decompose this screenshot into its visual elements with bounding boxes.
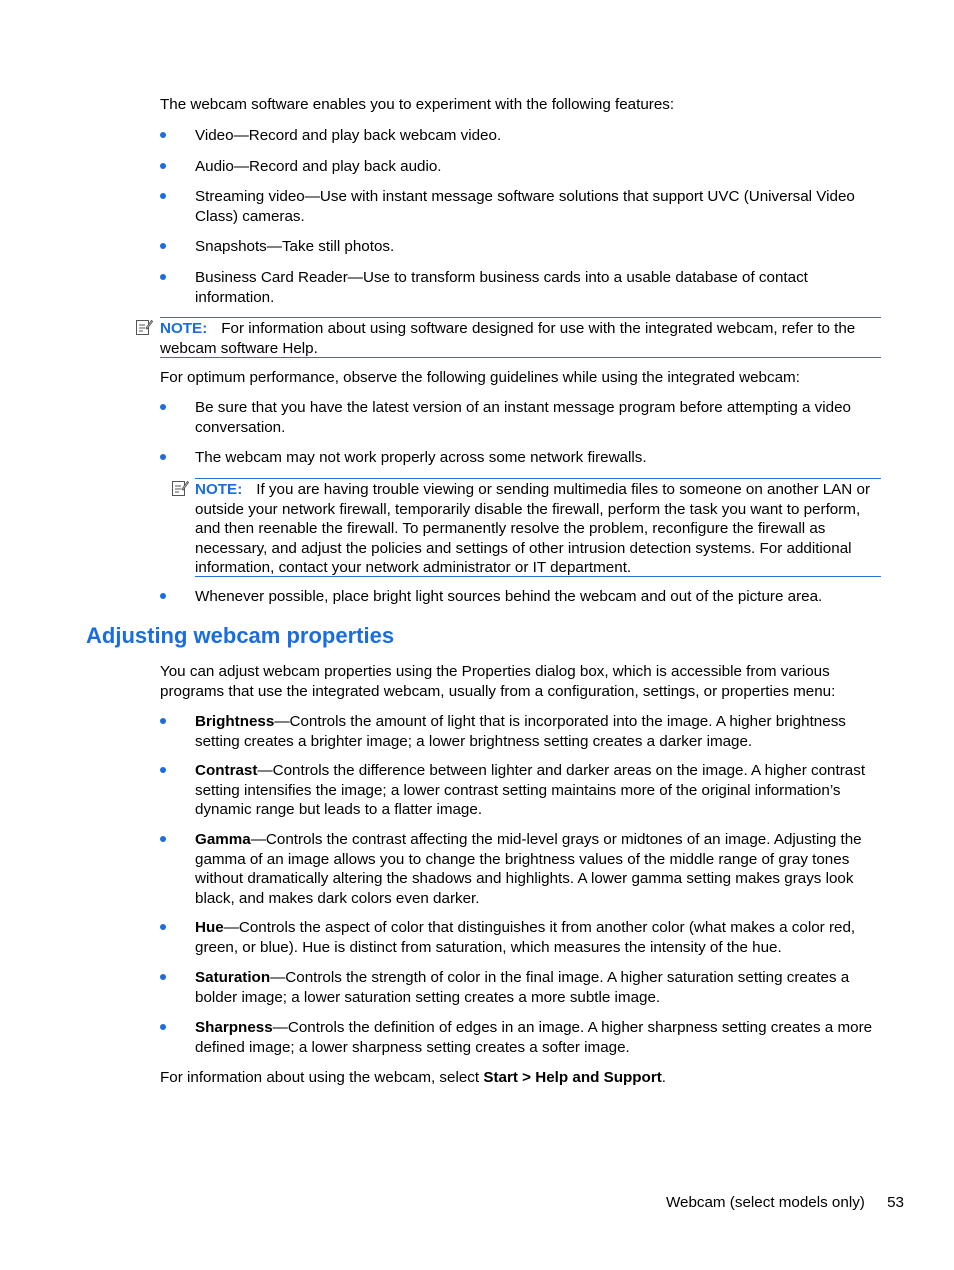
bullet-icon	[160, 163, 166, 169]
list-item-text	[195, 712, 885, 751]
note-text: If you are having trouble viewing or sending multimedia files to someone on another LAN or outside your network firewall, temporarily disable the firewall, perform the task you want to perform, and then reenable the firewall. To permanently resolve the problem, reconfigure the firewall as necessary, and adjust the policies and settings of other intrusion detection systems. For additional information, contact your network administrator or IT department.	[195, 481, 871, 576]
list-item-text	[195, 1018, 885, 1057]
menu-path: Start > Help and Support	[483, 1069, 662, 1086]
note-box	[195, 478, 881, 577]
bullet-icon	[160, 132, 166, 138]
closing-paragraph	[160, 1068, 884, 1088]
bullet-icon	[160, 1024, 166, 1030]
bullet-icon	[160, 193, 166, 199]
intro-paragraph: The webcam software enables you to experiment with the following features:	[160, 96, 675, 113]
property-desc: —Controls the definition of edges in an image. A higher sharpness setting creates a more defined image; a lower sharpness setting creates a softer image.	[195, 1019, 873, 1056]
note-icon	[135, 318, 153, 336]
list-item-text: Snapshots—Take still photos.	[195, 238, 395, 255]
property-term: Gamma	[195, 831, 251, 848]
closing-suffix: .	[661, 1069, 667, 1086]
bullet-icon	[160, 836, 166, 842]
page-number: 53	[887, 1194, 904, 1211]
list-item-text: Be sure that you have the latest version of an instant message program before attempting a video conversation.	[195, 399, 851, 436]
list-item-text: Whenever possible, place bright light sources behind the webcam and out of the picture area.	[195, 588, 823, 605]
property-term: Saturation	[195, 969, 271, 986]
bullet-icon	[160, 243, 166, 249]
property-desc: —Controls the aspect of color that distinguishes it from another color (what makes a color red, green, or blue). Hue is distinct from saturation, which measures the intensity of the hue.	[195, 919, 856, 956]
bullet-icon	[160, 274, 166, 280]
property-term: Contrast	[195, 762, 258, 779]
closing-prefix: For information about using the webcam, select	[160, 1069, 484, 1086]
note-label: NOTE:	[160, 320, 208, 337]
property-desc: —Controls the strength of color in the final image. A higher saturation setting creates a bolder image; a lower saturation setting creates a more subtle image.	[195, 969, 850, 1006]
bullet-icon	[160, 718, 166, 724]
list-item-text	[195, 830, 885, 908]
note-icon	[171, 479, 189, 497]
property-desc: —Controls the amount of light that is incorporated into the image. A higher brightness setting creates a brighter image; a lower brightness setting creates a darker image.	[195, 713, 846, 750]
list-item-text: Video—Record and play back webcam video.	[195, 127, 502, 144]
property-term: Hue	[195, 919, 224, 936]
note-box	[160, 317, 881, 358]
bullet-icon	[160, 924, 166, 930]
property-desc: —Controls the difference between lighter and darker areas on the image. A higher contrast setting intensifies the image; a lower contrast setting maintains more of the original information’s dynamic range but leads to a flatter image.	[195, 762, 866, 818]
footer-section-title: Webcam (select models only)	[665, 1194, 865, 1211]
page-footer	[600, 1193, 904, 1213]
list-item-text	[195, 968, 885, 1007]
property-desc: —Controls the contrast affecting the mid-level grays or midtones of an image. Adjusting the gamma of an image allows you to change the brightness values of the middle range of gray tones without dramatically altering the shadows and highlights. A lower gamma setting makes grays look black, and makes dark colors even darker.	[195, 831, 862, 907]
bullet-icon	[160, 593, 166, 599]
list-item-text: Business Card Reader—Use to transform business cards into a usable database of contact information.	[195, 269, 808, 306]
property-term: Brightness	[195, 713, 275, 730]
note-text: For information about using software designed for use with the integrated webcam, refer to the webcam software Help.	[160, 320, 856, 357]
bullet-icon	[160, 454, 166, 460]
note-label: NOTE:	[195, 481, 243, 498]
bullet-icon	[160, 974, 166, 980]
bullet-icon	[160, 404, 166, 410]
guidelines-intro: For optimum performance, observe the following guidelines while using the integrated webcam:	[160, 369, 800, 386]
property-term: Sharpness	[195, 1019, 273, 1036]
section-intro: You can adjust webcam properties using the Properties dialog box, which is accessible from various programs that use the integrated webcam, usually from a configuration, settings, or properties menu:	[160, 663, 836, 700]
list-item-text	[195, 918, 885, 957]
list-item-text: Audio—Record and play back audio.	[195, 158, 442, 175]
list-item-text	[195, 761, 885, 820]
bullet-icon	[160, 767, 166, 773]
list-item-text: The webcam may not work properly across some network firewalls.	[195, 449, 647, 466]
list-item-text: Streaming video—Use with instant message software solutions that support UVC (Universal Video Class) cameras.	[195, 188, 855, 225]
section-heading: Adjusting webcam properties	[86, 623, 395, 648]
